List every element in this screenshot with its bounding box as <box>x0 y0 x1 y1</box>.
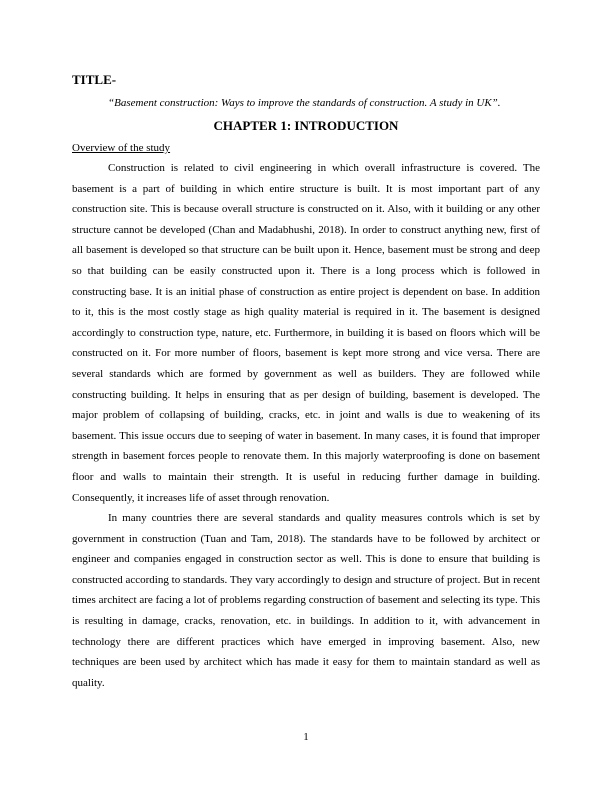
chapter-heading: CHAPTER 1: INTRODUCTION <box>213 118 399 133</box>
paragraph: In many countries there are several standards and quality measures controls which is set by government in construction (Tuan and Tam, 2018). The standards have to be followed by architect or engineer and companies engaged in construction sector as well. This is done to ensure that building is constructed according to standards. They vary accordingly to design and structure of project. But in recent times architect are facing a lot of problems regarding construction of basement and selecting its type. This is resulting in damage, cracks, renovation, etc. in buildings. In addition to it, with advancement in technology there are different practices which have emerged in improving basement. Also, new techniques are been used by architect which has made it easy for them to maintain standard as well as quality. <box>72 512 540 689</box>
document-title: “Basement construction: Ways to improve the standards of construction. A study in UK”. <box>108 97 501 109</box>
body-text <box>72 158 540 693</box>
page-number: 1 <box>303 731 309 743</box>
section-heading: Overview of the study <box>72 142 171 154</box>
title-label: TITLE- <box>72 72 117 87</box>
paragraph: Construction is related to civil engineering in which overall infrastructure is covered. The basement is a part of building in which entire structure is built. It is most important part of any construction site. This is because overall structure is constructed on it. Also, with it building or any other structure cannot be developed (Chan and Madabhushi, 2018). In order to construct anything new, first of all basement is developed so that structure can be built upon it. Hence, basement must be strong and deep so that building can be easily constructed upon it. There is a long process which is followed in constructing base. It is an initial phase of construction as entire project is dependent on base. In addition to it, this is the most costly stage as high quality material is required in it. The basement is designed accordingly to construction type, nature, etc. Furthermore, in building it is based on floors which will be constructed on it. For more number of floors, basement is kept more strong and vice versa. There are several standards which are formed by government as well as builders. They are followed while constructing building. It helps in ensuring that as per design of building, basement is developed. The major problem of collapsing of building, cracks, etc. in joint and walls is due to weakening of its basement. This issue occurs due to seeping of water in basement. In many cases, it is found that improper strength in basement forces people to renovate them. In this majorly waterproofing is done on basement floor and walls to maintain their strength. It is useful in reducing further damage in building. Consequently, it increases life of asset through renovation. <box>72 162 540 504</box>
